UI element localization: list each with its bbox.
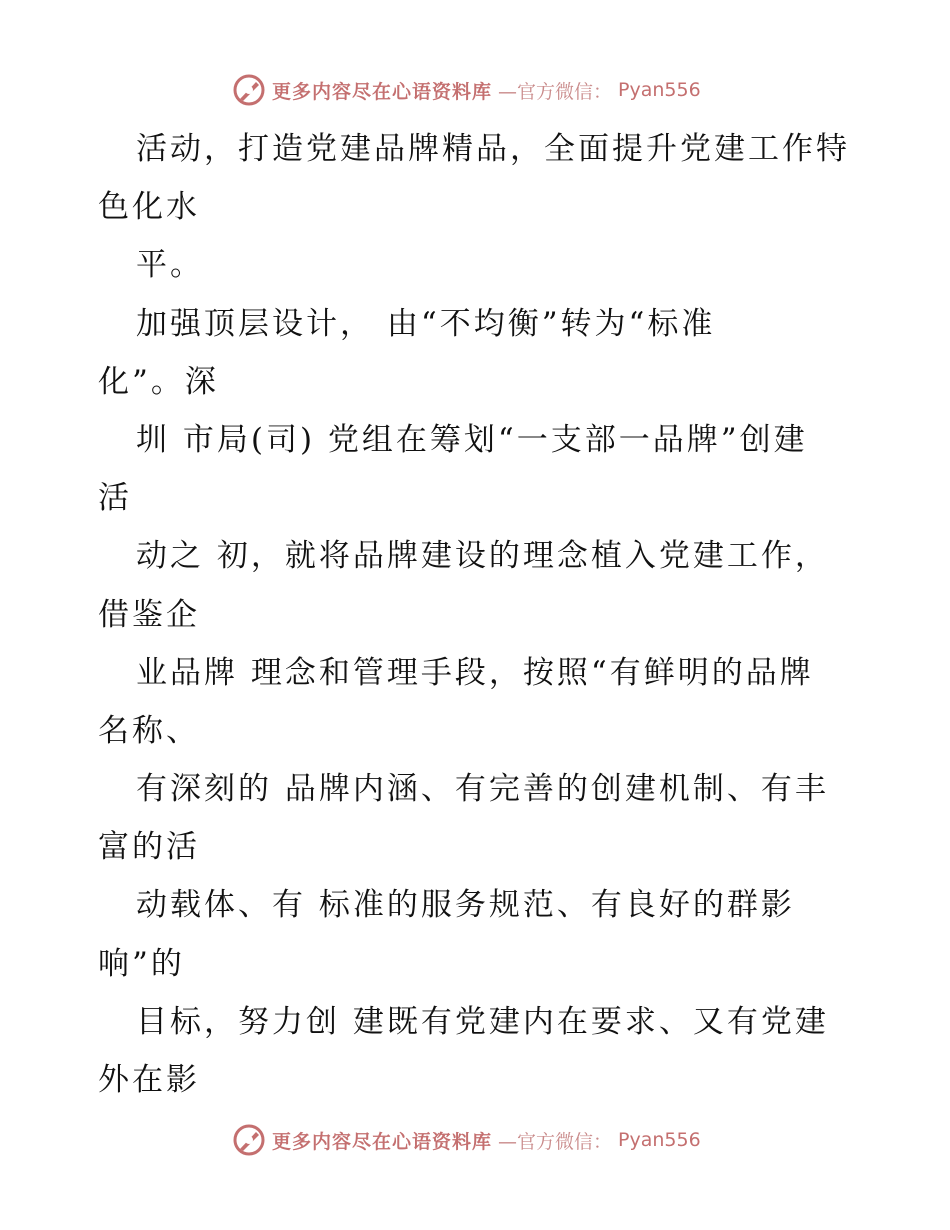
footer-watermark [232, 1122, 701, 1158]
watermark-wechat-id: Pyan556 [618, 1129, 701, 1151]
watermark-sub-text: —官方微信： [498, 80, 613, 103]
text-line: 动载体、有 标准的服务规范、有良好的群影 [136, 887, 795, 924]
pen-logo-icon [232, 73, 266, 107]
body-text [98, 120, 888, 1109]
text-line: 色化水 [98, 189, 200, 226]
text-line: 加强顶层设计， 由“不均衡”转为“标准 [136, 305, 716, 342]
text-line: 活 [98, 480, 132, 517]
text-line: 名称、 [98, 712, 200, 749]
text-line: 富的活 [98, 829, 200, 866]
text-line: 响”的 [98, 945, 185, 982]
text-line: 借鉴企 [98, 596, 200, 633]
text-line: 目标，努力创 建既有党建内在要求、又有党建 [136, 1003, 829, 1040]
watermark-main-text: 更多内容尽在心语资料库 [272, 80, 493, 103]
watermark-main-text: 更多内容尽在心语资料库 [272, 1130, 493, 1153]
header-watermark [232, 72, 701, 108]
text-line: 业品牌 理念和管理手段，按照“有鲜明的品牌 [136, 654, 814, 691]
text-line: 圳 市局(司) 党组在筹划“一支部一品牌”创建 [136, 421, 808, 458]
watermark-sub-text: —官方微信： [498, 1130, 613, 1153]
text-line: 活动，打造党建品牌精品，全面提升党建工作特 [136, 131, 850, 167]
text-line: 有深刻的 品牌内涵、有完善的创建机制、有丰 [136, 771, 829, 808]
text-line: 动之 初，就将品牌建设的理念植入党建工作， [136, 538, 829, 575]
text-line: 平。 [136, 247, 204, 284]
text-line: 外在影 [98, 1062, 200, 1098]
watermark-wechat-id: Pyan556 [618, 79, 701, 101]
pen-logo-icon [232, 1123, 266, 1157]
text-line: 化”。深 [98, 363, 219, 400]
